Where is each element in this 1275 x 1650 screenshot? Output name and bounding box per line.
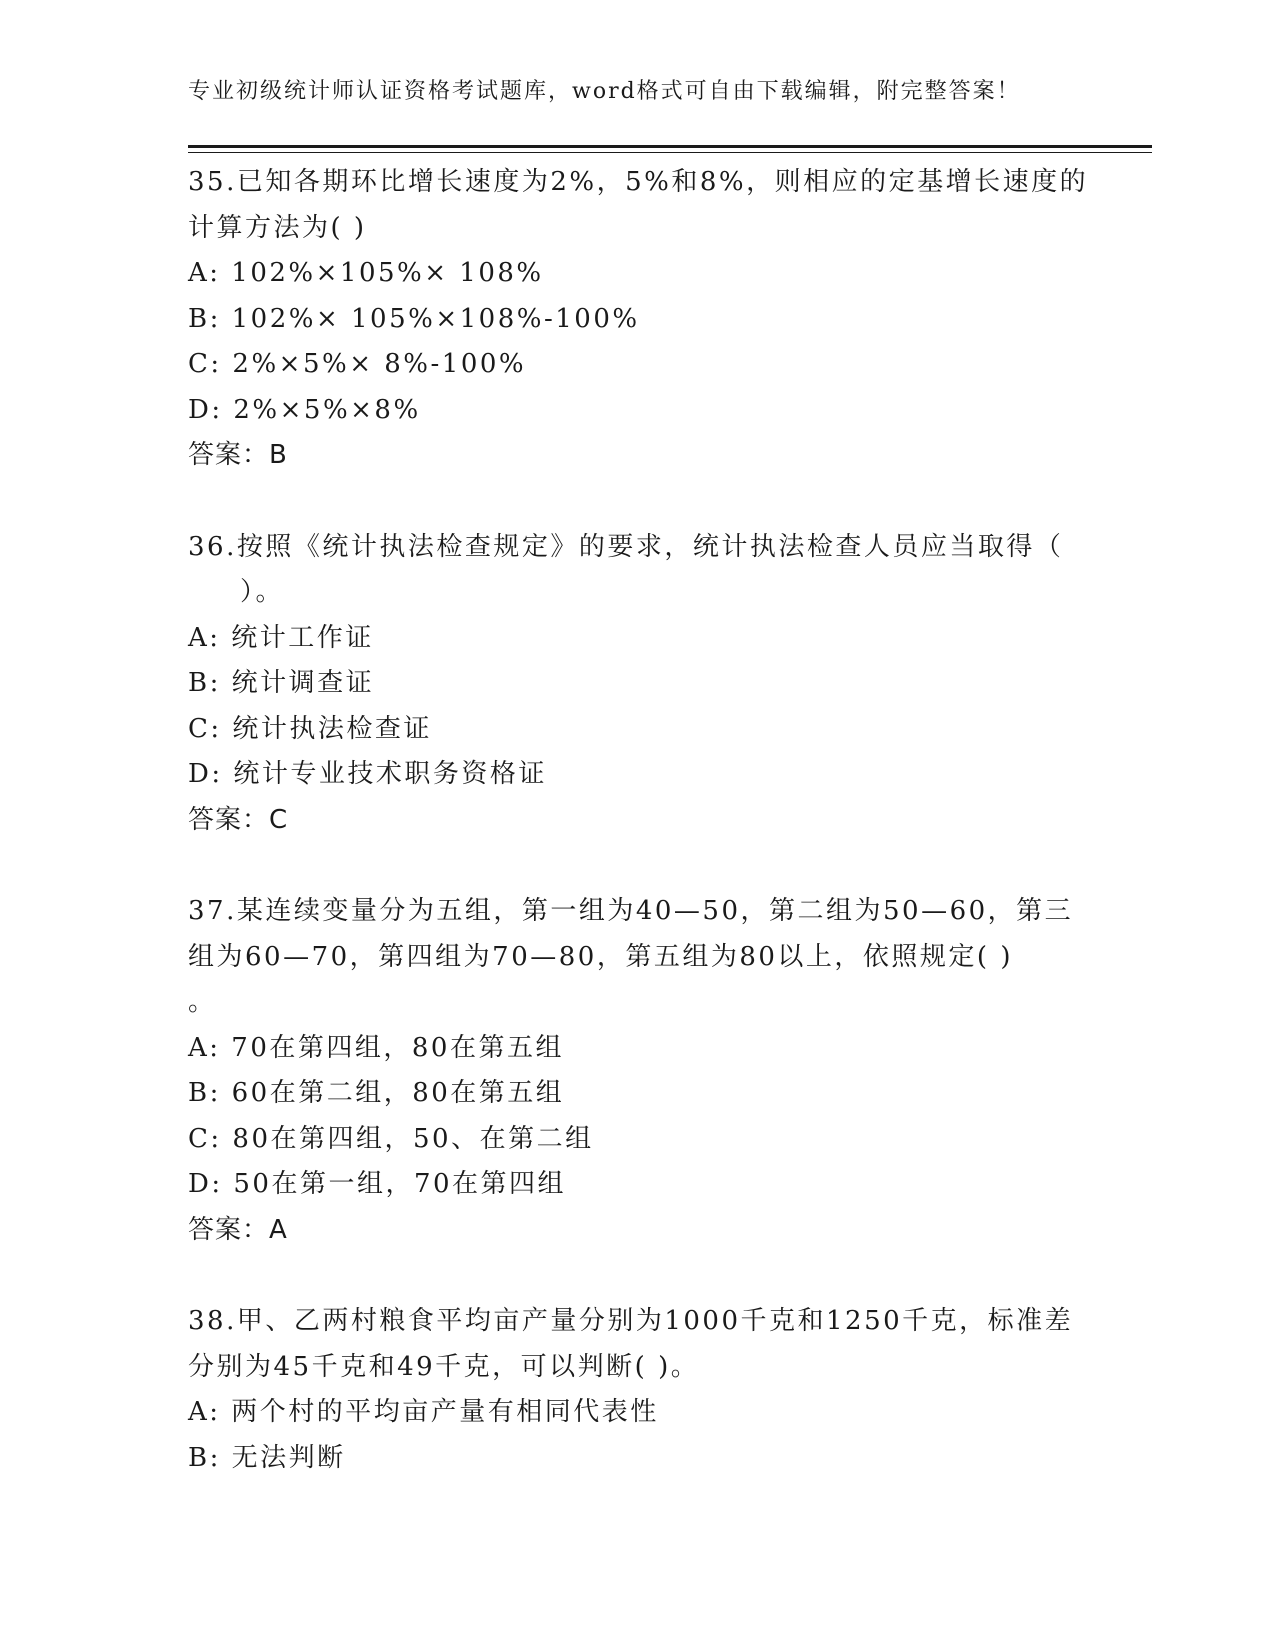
question-37	[188, 889, 1088, 1253]
question-stem-line: 38.甲、乙两村粮食平均亩产量分别为1000千克和1250千克，标准差	[188, 1306, 1074, 1336]
option-a: A: 102%×105%× 108%	[188, 258, 544, 288]
answer-label: 答案：B	[188, 440, 288, 470]
option-b: B: 无法判断	[188, 1442, 346, 1473]
question-38	[188, 1299, 1088, 1481]
option-c: C: 80在第四组，50、在第二组	[188, 1123, 594, 1154]
option-b: B: 102%× 105%×108%-100%	[188, 303, 640, 334]
question-36	[188, 525, 1088, 844]
page-header: 专业初级统计师认证资格考试题库，word格式可自由下载编辑，附完整答案！	[188, 79, 1021, 104]
question-stem-line: 组为60—70，第四组为70—80，第五组为80以上，依照规定( )	[188, 941, 1013, 972]
option-d: D: 统计专业技术职务资格证	[188, 759, 547, 789]
option-a: A: 两个村的平均亩产量有相同代表性	[188, 1397, 659, 1427]
header-rule-thin	[188, 152, 1152, 153]
question-stem-line: 计算方法为( )	[188, 212, 367, 243]
question-list	[188, 160, 1088, 1527]
option-b: B: 统计调查证	[188, 668, 375, 698]
question-stem-line: 35.已知各期环比增长速度为2%，5%和8%，则相应的定基增长速度的	[188, 167, 1089, 197]
option-d: D: 50在第一组，70在第四组	[188, 1169, 567, 1199]
option-b: B: 60在第二组，80在第五组	[188, 1078, 565, 1108]
header-rule-thick	[188, 145, 1152, 148]
answer-label: 答案：A	[188, 1214, 288, 1245]
question-stem-line: 37.某连续变量分为五组，第一组为40—50，第二组为50—60，第三	[188, 896, 1074, 926]
option-a: A: 统计工作证	[188, 622, 374, 653]
option-d: D: 2%×5%×8%	[188, 394, 421, 425]
question-35	[188, 160, 1088, 479]
option-a: A: 70在第四组，80在第五组	[188, 1032, 564, 1063]
option-c: C: 2%×5%× 8%-100%	[188, 349, 527, 379]
question-stem-line: 36.按照《统计执法检查规定》的要求，统计执法检查人员应当取得（	[188, 531, 1064, 562]
answer-label: 答案：C	[188, 804, 289, 835]
question-stem-line: 。	[188, 987, 217, 1017]
question-stem-line: 分别为45千克和49千克，可以判断( )。	[188, 1351, 700, 1382]
question-stem-line: ）。	[240, 577, 285, 607]
option-c: C: 统计执法检查证	[188, 713, 432, 744]
